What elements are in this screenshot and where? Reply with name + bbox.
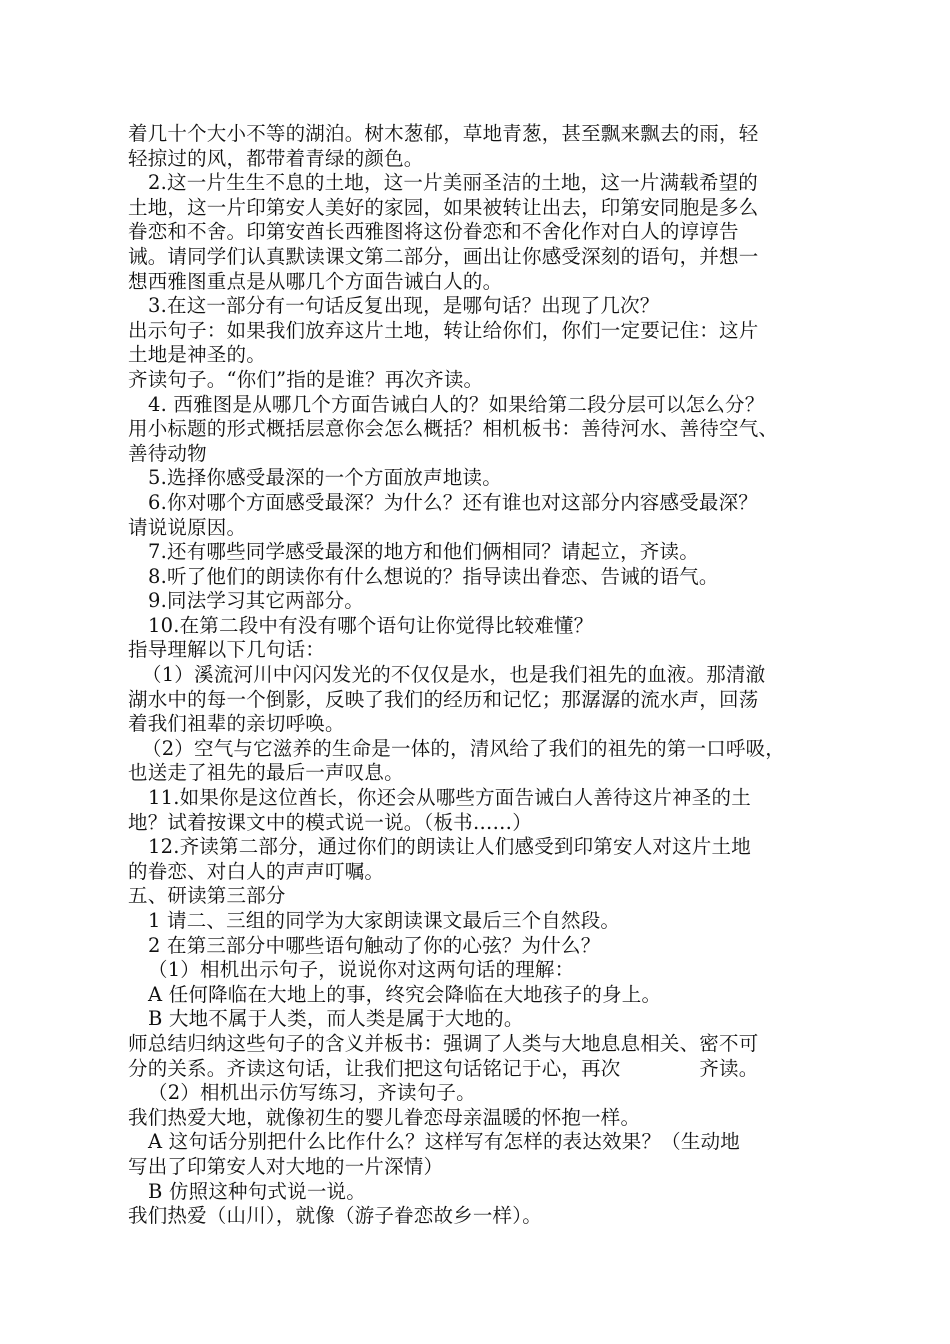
text-line: 我们热爱大地，就像初生的婴儿眷恋母亲温暖的怀抱一样。 <box>128 1105 641 1129</box>
text-line: 善待动物 <box>128 441 207 465</box>
text-line: 着几十个大小不等的湖泊。树木葱郁，草地青葱，甚至飘来飘去的雨，轻 <box>128 122 759 145</box>
text-line: 2.这一片生生不息的土地，这一片美丽圣洁的土地，这一片满载希望的 <box>148 171 759 195</box>
text-line: 土地是神圣的。 <box>128 343 266 367</box>
text-line: 1 请二、三组的同学为大家朗读课文最后三个自然段。 <box>148 909 621 932</box>
text-line: 湖水中的每一个倒影，反映了我们的经历和记忆；那潺潺的流水声，回荡 <box>128 687 759 711</box>
text-line: 轻掠过的风，都带着青绿的颜色。 <box>128 146 424 170</box>
text-line: 我们热爱（山川），就像（游子眷恋故乡一样）。 <box>128 1204 542 1228</box>
text-line: 7.还有哪些同学感受最深的地方和他们俩相同？请起立，齐读。 <box>148 540 699 564</box>
text-line: 着我们祖辈的亲切呼唤。 <box>128 712 345 736</box>
text-line: 11.如果你是这位酋长，你还会从哪些方面告诫白人善待这片神圣的土 <box>148 786 751 810</box>
text-line: 请说说原因。 <box>128 515 247 539</box>
text-line: 6.你对哪个方面感受最深？为什么？还有谁也对这部分内容感受最深？ <box>148 490 759 514</box>
text-line: 想西雅图重点是从哪几个方面告诫白人的。 <box>128 269 503 293</box>
text-line: 9.同法学习其它两部分。 <box>148 589 365 613</box>
text-line: A 这句话分别把什么比作什么？这样写有怎样的表达效果？（生动地 <box>148 1130 740 1154</box>
text-line: 12.齐读第二部分，通过你们的朗读让人们感受到印第安人对这片土地 <box>148 835 751 859</box>
text-line: 地？试着按课文中的模式说一说。（板书……） <box>128 810 532 834</box>
text-line: 2 在第三部分中哪些语句触动了你的心弦？为什么？ <box>148 933 601 957</box>
text-line: （2）相机出示仿写练习，齐读句子。 <box>148 1081 476 1105</box>
text-line: 齐读句子。“你们”指的是谁？再次齐读。 <box>128 367 484 391</box>
text-line: 师总结归纳这些句子的含义并板书：强调了人类与大地息息相关、密不可 <box>128 1031 759 1055</box>
text-line: 10.在第二段中有没有哪个语句让你觉得比较难懂？ <box>148 613 594 637</box>
text-line: 写出了印第安人对大地的一片深情） <box>128 1154 444 1178</box>
text-line: 分的关系。齐读这句话，让我们把这句话铭记于心，再次 齐读。 <box>128 1056 759 1080</box>
text-line: 8.听了他们的朗读你有什么想说的？指导读出眷恋、告诫的语气。 <box>148 564 719 588</box>
text-line: B 大地不属于人类，而人类是属于大地的。 <box>148 1007 524 1031</box>
text-line: 的眷恋、对白人的声声叮嘱。 <box>128 859 385 883</box>
text-line: 诫。请同学们认真默读课文第二部分，画出让你感受深刻的语句，并想一 <box>128 244 759 268</box>
text-line: （1）相机出示句子，说说你对这两句话的理解： <box>148 958 575 982</box>
text-line: 五、研读第三部分 <box>128 884 286 908</box>
text-line: （2）空气与它滋养的生命是一体的，清风给了我们的祖先的第一口呼吸， <box>142 736 786 760</box>
text-line: A 任何降临在大地上的事，终究会降临在大地孩子的身上。 <box>148 982 662 1006</box>
text-line: 眷恋和不舍。印第安酋长西雅图将这份眷恋和不舍化作对白人的谆谆告 <box>128 220 739 244</box>
text-line: 用小标题的形式概括层意你会怎么概括？相机板书：善待河水、善待空气、 <box>128 417 779 441</box>
text-line: 土地，这一片印第安人美好的家园，如果被转让出去，印第安同胞是多么 <box>128 195 759 219</box>
text-line: 5.选择你感受最深的一个方面放声地读。 <box>148 466 502 490</box>
text-line: 3.在这一部分有一句话反复出现，是哪句话？出现了几次？ <box>148 294 660 318</box>
text-line: 出示句子：如果我们放弃这片土地，转让给你们，你们一定要记住：这片 <box>128 318 759 342</box>
text-line: 指导理解以下几句话： <box>128 638 326 662</box>
text-line: 4. 西雅图是从哪几个方面告诫白人的？如果给第二段分层可以怎么分？ <box>148 392 765 416</box>
text-line: （1）溪流河川中闪闪发光的不仅仅是水，也是我们祖先的血液。那清澈 <box>142 663 766 687</box>
text-line: 也送走了祖先的最后一声叹息。 <box>128 761 404 785</box>
text-line: B 仿照这种句式说一说。 <box>148 1179 366 1203</box>
